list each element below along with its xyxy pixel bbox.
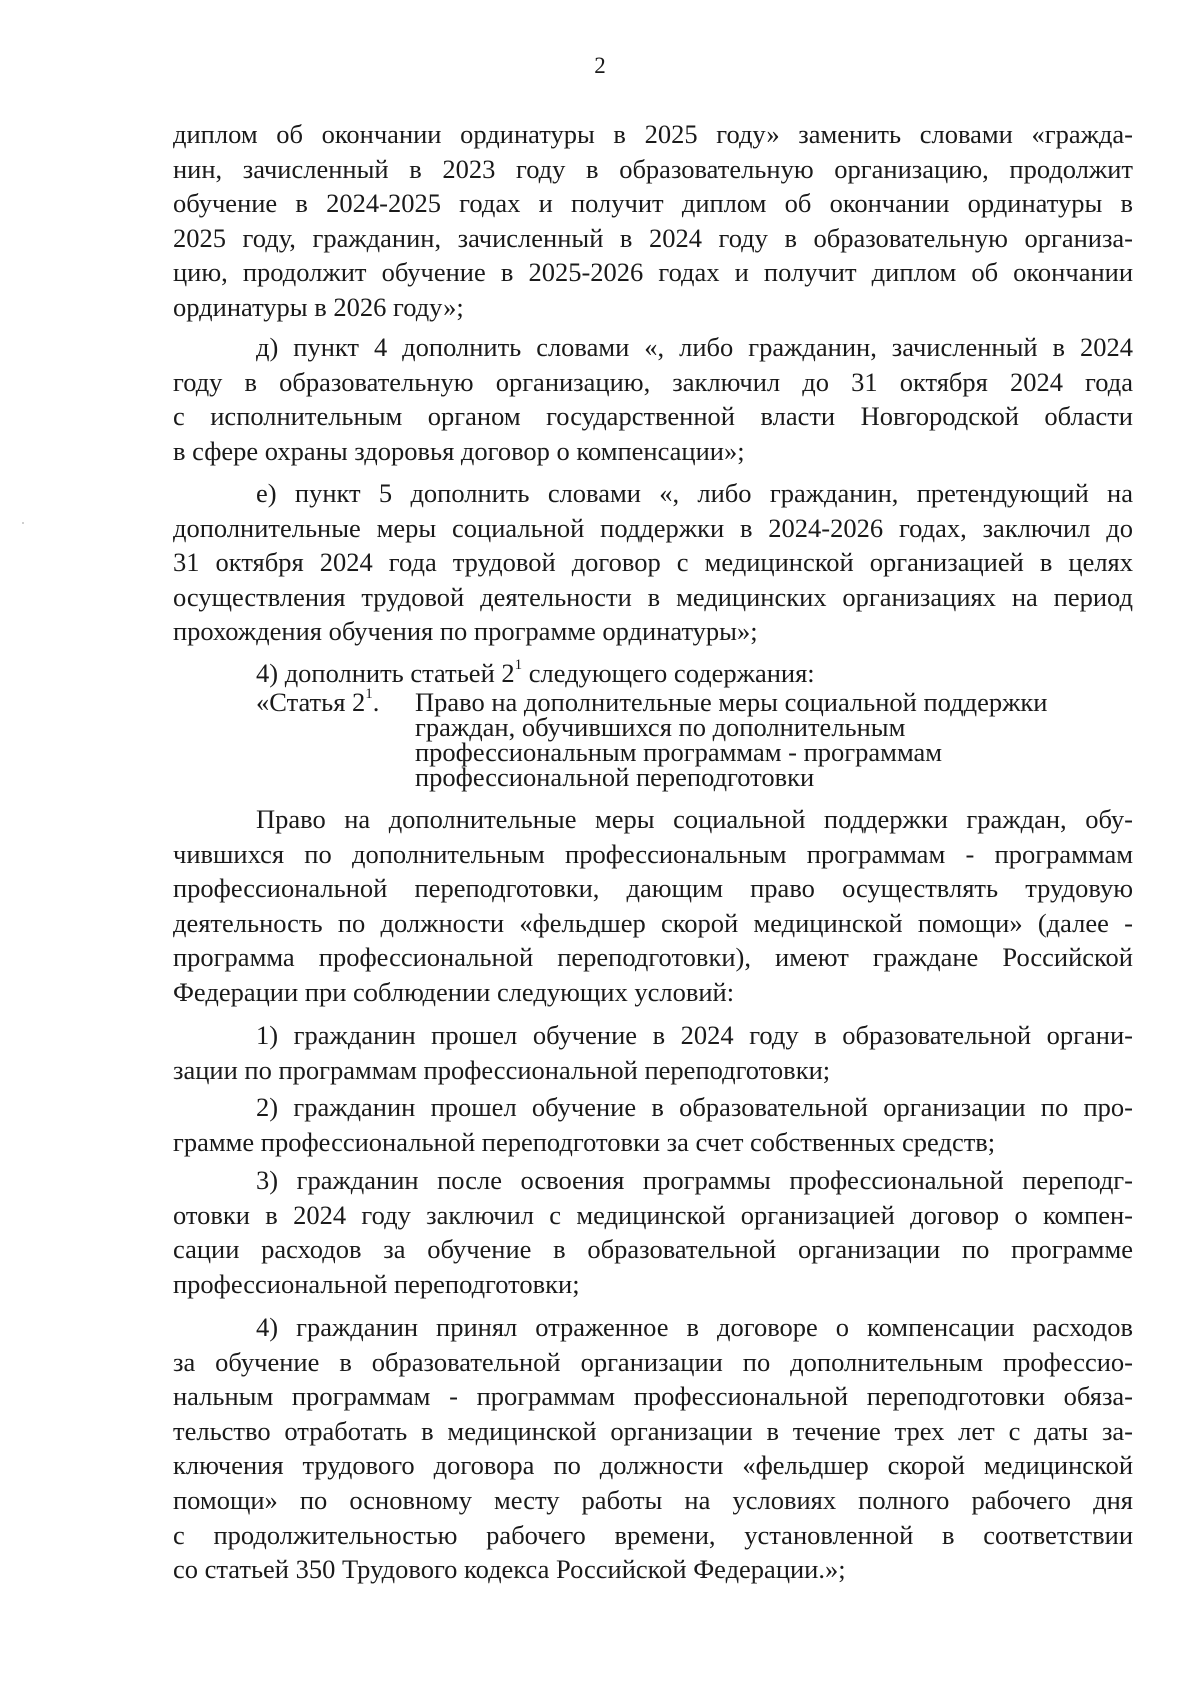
article-title-line: профессиональной переподготовки (415, 762, 815, 792)
article-title-line: профессиональным программам - программам (415, 737, 943, 767)
paragraph-condition-3 (173, 1163, 1133, 1301)
text-line: зации по программам профессиональной переподготовки; (173, 1054, 831, 1085)
text-line: с продолжительностью рабочего времени, установленной в соответствии (173, 1519, 1133, 1550)
paragraph-article-intro (173, 802, 1133, 1010)
text-line: 3) гражданин после освоения программы профессиональной переподг- (256, 1165, 1133, 1195)
text-line: 4) гражданин принял отраженное в договоре о компенсации расходов (256, 1312, 1133, 1342)
text-line: тельство отработать в медицинской организации в течение трех лет с даты за- (173, 1415, 1133, 1446)
text-line: Право на дополнительные меры социальной поддержки граждан, обу- (256, 804, 1133, 834)
text-line: деятельность по должности «фельдшер скорой медицинской помощи» (далее - (173, 907, 1133, 938)
article-title-line: граждан, обучившихся по дополнительным (415, 712, 906, 742)
text-line: со статьей 350 Трудового кодекса Российской Федерации.»; (173, 1554, 846, 1585)
text-line: профессиональной переподготовки, дающим право осуществлять трудовую (173, 873, 1133, 904)
text-line: д) пункт 4 дополнить словами «, либо гражданин, зачисленный в 2024 (256, 332, 1133, 362)
text-line: цию, продолжит обучение в 2025-2026 годах и получит диплом об окончании (173, 257, 1133, 288)
text-line: осуществления трудовой деятельности в медицинских организациях на период (173, 581, 1133, 612)
text-line: 1) гражданин прошел обучение в 2024 году в образовательной органи- (256, 1020, 1133, 1050)
text-line: помощи» по основному месту работы на условиях полного рабочего дня (173, 1484, 1133, 1515)
paragraph-item-e (173, 476, 1133, 649)
text-line: профессиональной переподготовки; (173, 1268, 580, 1299)
text-line: диплом об окончании ординатуры в 2025 году» заменить словами «гражда- (173, 119, 1133, 149)
article-title (415, 687, 1135, 792)
text-line: 2) гражданин прошел обучение в образовательной организации по про- (256, 1092, 1133, 1122)
text-line: нальным программам - программам профессиональной переподготовки обяза- (173, 1381, 1133, 1412)
text-line: ординатуры в 2026 году»; (173, 291, 464, 322)
text-line: ключения трудового договора по должности «фельдшер скорой медицинской (173, 1450, 1133, 1481)
text-line (173, 656, 1133, 691)
article-label-text: «Статья 2 (256, 687, 366, 717)
text-line: программа профессиональной переподготовки), имеют граждане Российской (173, 942, 1133, 973)
text-line: грамме профессиональной переподготовки за счет собственных средств; (173, 1126, 996, 1157)
paragraph-continuation (173, 117, 1133, 325)
item4-text: 4) дополнить статьей 2 (256, 658, 515, 688)
text-line: с исполнительным органом государственной власти Новгородской области (173, 401, 1133, 432)
text-line: Федерации при соблюдении следующих условий: (173, 976, 735, 1007)
text-line: нин, зачисленный в 2023 году в образовательную организацию, продолжит (173, 153, 1133, 184)
text-line: сации расходов за обучение в образовательной организации по программе (173, 1234, 1133, 1265)
paragraph-item-d (173, 330, 1133, 468)
text-line: году в образовательную организацию, заключил до 31 октября 2024 года (173, 366, 1133, 397)
text-line: 31 октября 2024 года трудовой договор с медицинской организацией в целях (173, 547, 1133, 578)
superscript: 1 (514, 657, 523, 674)
paragraph-item-4 (173, 656, 1133, 691)
text-line: отовки в 2024 году заключил с медицинской организацией договор о компен- (173, 1199, 1133, 1230)
scan-mark (22, 522, 24, 524)
text-line: дополнительные меры социальной поддержки в 2024-2026 годах, заключил до (173, 512, 1133, 543)
text-line: прохождения обучения по программе ординатуры»; (173, 616, 758, 647)
article-label-dot: . (372, 687, 380, 717)
paragraph-condition-1 (173, 1018, 1133, 1087)
text-line: 2025 году, гражданин, зачисленный в 2024 году в образовательную организа- (173, 222, 1133, 253)
text-line: обучение в 2024-2025 годах и получит диплом об окончании ординатуры в (173, 188, 1133, 219)
page-number: 2 (594, 53, 606, 78)
superscript: 1 (365, 686, 373, 703)
text-line: в сфере охраны здоровья договор о компенсации»; (173, 435, 745, 466)
text-line: за обучение в образовательной организации по дополнительным профессио- (173, 1346, 1133, 1377)
item4-text-after: следующего содержания: (522, 658, 815, 688)
paragraph-condition-4 (173, 1310, 1133, 1587)
text-line: е) пункт 5 дополнить словами «, либо гражданин, претендующий на (256, 478, 1133, 508)
text-line: чившихся по дополнительным профессиональным программам - программам (173, 838, 1133, 869)
article-title-line: Право на дополнительные меры социальной поддержки (415, 687, 1048, 717)
article-label (256, 686, 380, 717)
paragraph-condition-2 (173, 1090, 1133, 1159)
